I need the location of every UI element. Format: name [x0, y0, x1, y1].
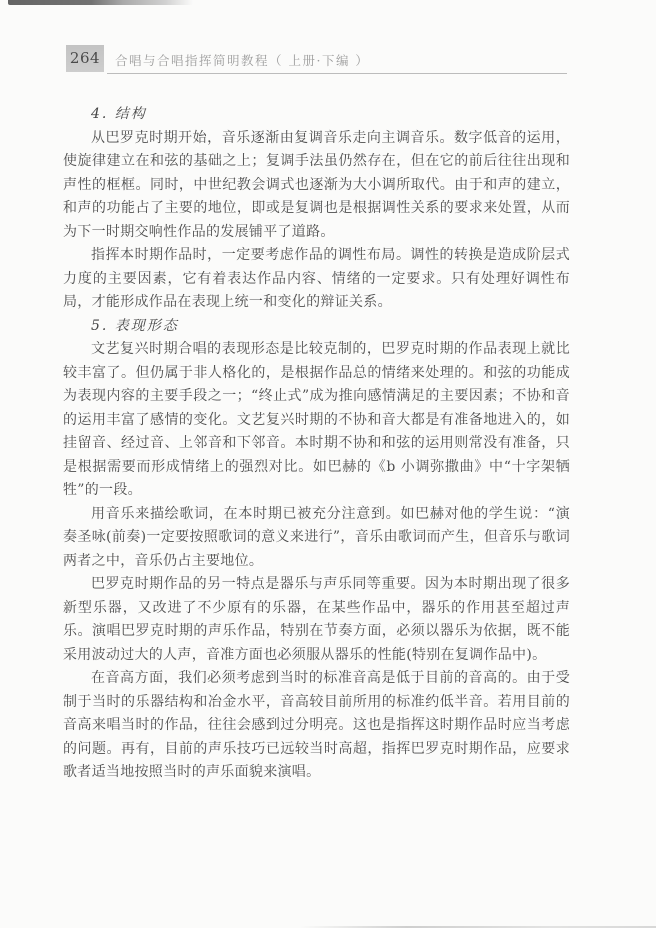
page-body-text: [63, 103, 570, 785]
paragraph-text-depiction: 用音乐来描绘歌词，在本时期已被充分注意到。如巴赫对他的学生说：“演奏圣咏(前奏)一定要按照歌词的意义来进行”，音乐由歌词而产生，但音乐与歌词两者之中，音乐仍占主要地位。: [63, 505, 570, 569]
page-number: 264: [66, 45, 104, 72]
paragraph-tonal-layout: 指挥本时期作品时，一定要考虑作品的调性布局。调性的转换是造成阶层式力度的主要因素，它有着表达作品内容、情绪的一定要求。只有处理好调性布局，才能形成作品在表现上统一和变化的辩证关系。: [63, 247, 570, 310]
book-title: 合唱与合唱指挥简明教程（ 上册·下编 ）: [115, 53, 370, 68]
paragraph-pitch-standard: 在音高方面，我们必须考虑到当时的标准音高是低于目前的音高的。由于受制于当时的乐器结构和冶金水平，音高较目前所用的标准约低半音。若用目前的音高来唱当时的作品，往往会感到过分明亮。这也是指挥这时期作品时应当考虑的问题。再有，目前的声乐技巧已远较当时高超，指挥巴罗克时期作品，应要求歌者适当地按照当时的声乐面貌来演唱。: [63, 670, 570, 780]
running-head: [66, 45, 576, 75]
scan-artifact-top-smudge: [8, 0, 193, 5]
header-rule-line: [107, 73, 567, 74]
section-heading-5-expressive-form: 5. 表现形态: [91, 317, 179, 334]
paragraph-baroque-homophony: 从巴罗克时期开始，音乐逐渐由复调音乐走向主调音乐。数字低音的运用，使旋律建立在和弦的基础之上；复调手法虽仍然存在，但在它的前后往往出现和声性的框框。同时，中世纪教会调式也逐渐为大小调所取代。由于和声的建立，和声的功能占了主要的地位，即或是复调也是根据调性关系的要求来处置，从而为下一时期交响性作品的发展铺平了道路。: [63, 129, 570, 240]
paragraph-expressive-form: 文艺复兴时期合唱的表现形态是比较克制的，巴罗克时期的作品表现上就比较丰富了。但仍属于非人格化的，是根据作品总的情绪来处理的。和弦的功能成为表现内容的主要手段之一；“终止式”成为推向感情满足的主要因素；不协和音的运用丰富了感情的变化。文艺复兴时期的不协和音大都是有准备地进入的，如挂留音、经过音、上邻音和下邻音。本时期不协和和弦的运用则常没有准备，只是根据需要而形成情绪上的强烈对比。如巴赫的《b 小调弥撒曲》中“十字架牺牲”的一段。: [63, 341, 570, 498]
paragraph-instruments-vs-voice: 巴罗克时期作品的另一特点是器乐与声乐同等重要。因为本时期出现了很多新型乐器，又改进了不少原有的乐器，在某些作品中，器乐的作用甚至超过声乐。演唱巴罗克时期的声乐作品，特别在节奏方面，必须以器乐为依据，既不能采用波动过大的人声，音准方面也必须服从器乐的性能(特别在复调作品中)。: [63, 576, 570, 663]
section-heading-4-structure: 4. 结构: [91, 106, 147, 122]
